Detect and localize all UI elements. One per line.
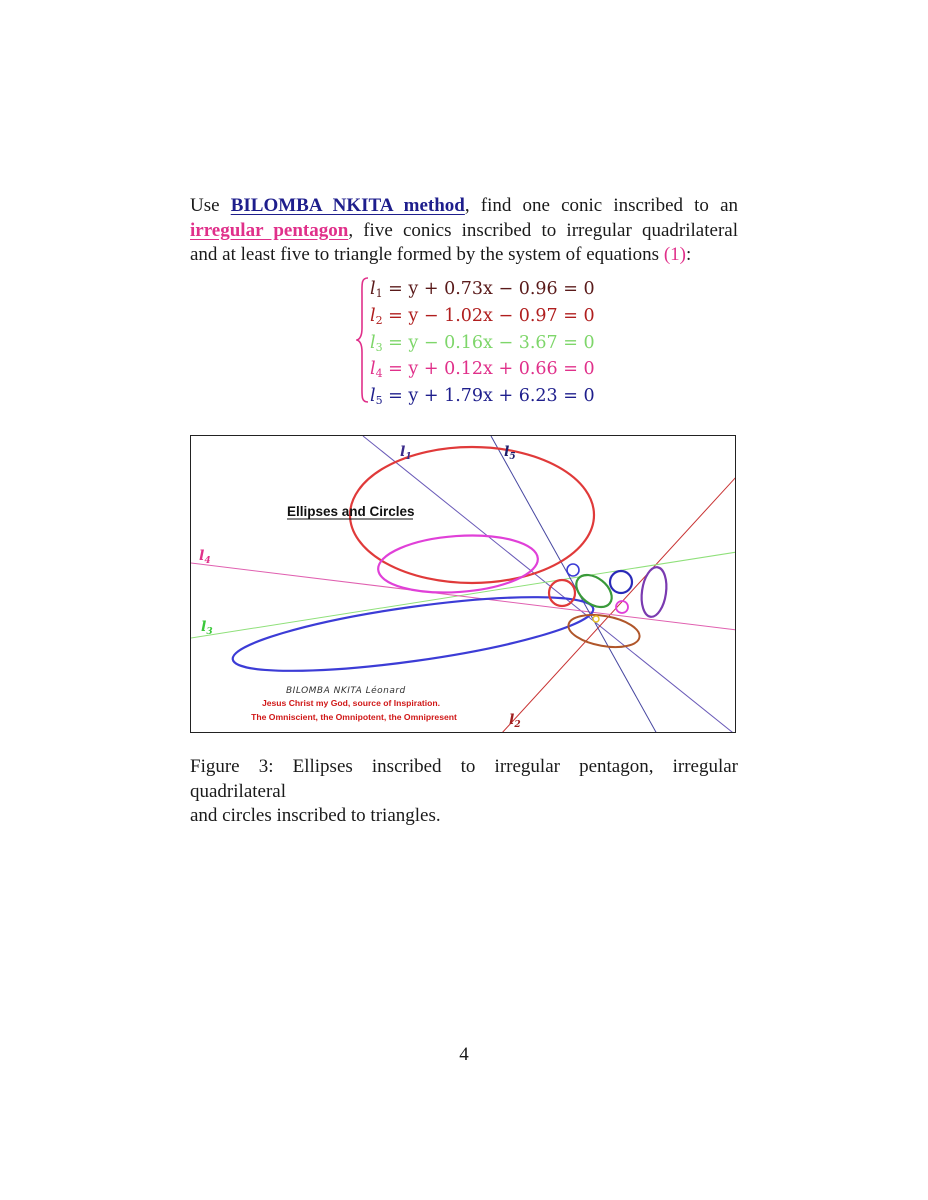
- label-l1: $l_1$: [400, 444, 412, 462]
- label-l3-sub: 3: [206, 627, 213, 637]
- label-l4: $l_4$: [199, 548, 211, 566]
- intro-line-1: [190, 194, 738, 219]
- intro-colon: :: [685, 244, 692, 265]
- ellipse-brown: [566, 610, 642, 652]
- intro-use: Use: [190, 195, 220, 216]
- line-l4: [191, 563, 736, 630]
- caption-line-1: Figure 3: Ellipses inscribed to irregular pentagon, irregular quadrilateral: [190, 756, 738, 802]
- figure-canvas: [191, 436, 736, 733]
- page-number: 4: [459, 1044, 469, 1065]
- line-l2: [501, 476, 736, 733]
- label-l2-sub: 2: [514, 720, 521, 730]
- figure-ellipses: [190, 435, 736, 733]
- figure-title: Ellipses and Circles: [287, 504, 415, 519]
- label-l5-sub: 5: [509, 452, 516, 462]
- circle-blue-small: [567, 564, 579, 576]
- caption-line-2: and circles inscribed to triangles.: [190, 805, 441, 826]
- pentagon-link[interactable]: irregular pentagon: [190, 219, 349, 241]
- label-l1-sub: 1: [405, 452, 412, 462]
- credit-line-2: The Omniscient, the Omnipotent, the Omnipresent: [251, 712, 457, 722]
- equation-l1: $l_1 = y + 0.73x - 0.96 = 0$: [370, 279, 595, 300]
- intro-line-2: [190, 219, 738, 244]
- ellipse-magenta: [376, 530, 540, 597]
- line-l1: [363, 436, 736, 733]
- line-l3: [191, 552, 736, 638]
- intro-after-pentagon: , five conics inscribed to irregular quadrilateral: [348, 219, 738, 241]
- circle-blue: [610, 571, 632, 593]
- intro-after-method: , find one conic inscribed to an: [464, 195, 739, 216]
- circle-red: [549, 580, 575, 606]
- intro-line-3: [190, 243, 738, 268]
- label-l3: $l_3$: [201, 619, 213, 637]
- label-l4-sub: 4: [204, 556, 211, 566]
- equation-l3: $l_3 = y - 0.16x - 3.67 = 0$: [370, 332, 595, 354]
- equation-l5: $l_5 = y + 1.79x + 6.23 = 0$: [370, 386, 595, 408]
- equation-l4: $l_4 = y + 0.12x + 0.66 = 0$: [370, 359, 595, 381]
- label-l5: $l_5$: [504, 444, 516, 462]
- circle-yellow-small: [593, 616, 599, 622]
- ellipse-purple: [639, 566, 670, 619]
- credit-line-1: Jesus Christ my God, source of Inspiration.: [261, 698, 441, 708]
- intro-line3-text: and at least five to triangle formed by the system of equations: [190, 244, 660, 265]
- figure-caption: [190, 755, 738, 829]
- intro-paragraph: [190, 194, 738, 268]
- equation-ref-link[interactable]: (1): [663, 244, 686, 265]
- brace-icon: [356, 276, 370, 404]
- method-link[interactable]: BILOMBA NKITA method: [230, 195, 465, 216]
- signature: BILOMBA NKITA Léonard: [286, 686, 406, 696]
- label-l2: $l_2$: [509, 712, 521, 730]
- equation-l2: $l_2 = y - 1.02x - 0.97 = 0$: [370, 305, 595, 327]
- ellipse-blue-large: [229, 582, 597, 686]
